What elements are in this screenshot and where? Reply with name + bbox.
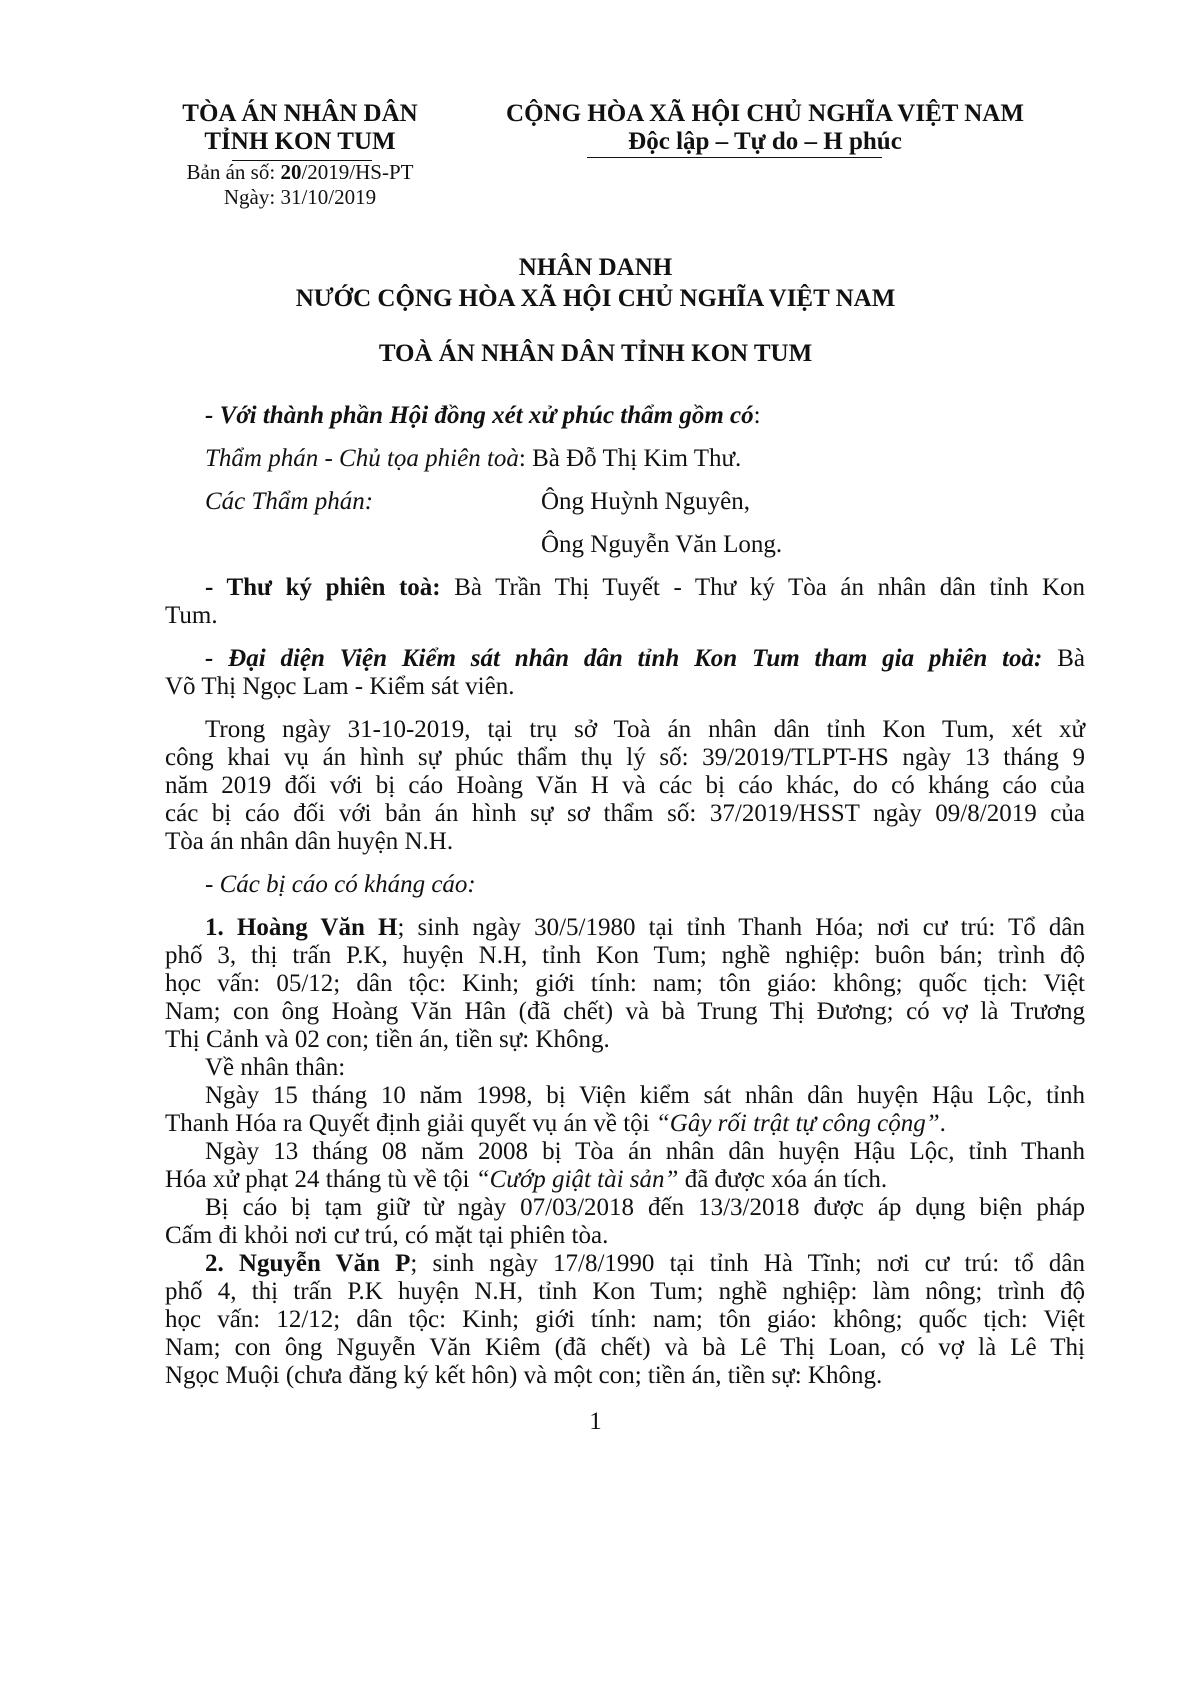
- trial-line-5: Tòa án nhân dân huyện N.H.: [165, 828, 454, 855]
- background-heading: Về nhân thân:: [205, 1054, 346, 1081]
- court-name-line2: TỈNH KON TUM: [204, 128, 396, 155]
- judge-1: Ông Huỳnh Nguyên,: [541, 488, 751, 515]
- trial-line-3: năm 2019 đối với bị cáo Hoàng Văn H và các bị cáo khác, do có kháng cáo của: [165, 772, 1085, 799]
- defendant-2-line-1: 2. Nguyễn Văn P; sinh ngày 17/8/1990 tại tỉnh Hà Tĩnh; nơi cư trú: tổ dân: [205, 1250, 1085, 1277]
- procuracy-line-cont: Võ Thị Ngọc Lam - Kiểm sát viên.: [165, 673, 515, 700]
- panel-heading: - Với thành phần Hội đồng xét xử phúc thẩm gồm có:: [205, 402, 761, 429]
- defendant-1-line-3: học vấn: 05/12; dân tộc: Kinh; giới tính: nam; tôn giáo: không; quốc tịch: Việt: [165, 970, 1085, 997]
- national-motto: Độc lập – Tự do – H phúc: [628, 128, 902, 155]
- appellants-heading: - Các bị cáo có kháng cáo:: [205, 871, 476, 898]
- defendant-1-line-4: Nam; con ông Hoàng Văn Hân (đã chết) và bà Trung Thị Đương; có vợ là Trương: [165, 998, 1085, 1025]
- clerk-line-cont: Tum.: [165, 602, 218, 629]
- judge-2: Ông Nguyễn Văn Long.: [541, 531, 783, 558]
- trial-line-4: các bị cáo đối với bản án hình sự sơ thẩm số: 37/2019/HSST ngày 09/8/2019 của: [165, 800, 1085, 827]
- judges-label: Các Thẩm phán:: [205, 488, 374, 515]
- trial-line-1: Trong ngày 31-10-2019, tại trụ sở Toà án nhân dân tỉnh Kon Tum, xét xử: [205, 716, 1085, 743]
- defendant-1-line-2: phố 3, thị trấn P.K, huyện N.H, tỉnh Kon Tum; nghề nghiệp: buôn bán; trình độ: [165, 942, 1085, 969]
- defendant-1-line-9: Ngày 13 tháng 08 năm 2008 bị Tòa án nhân dân huyện Hậu Lộc, tỉnh Thanh: [205, 1138, 1085, 1165]
- defendant-1-line-7: Ngày 15 tháng 10 năm 1998, bị Viện kiểm sát nhân dân huyện Hậu Lộc, tỉnh: [205, 1082, 1085, 1109]
- procuracy-line: - Đại diện Viện Kiểm sát nhân dân tỉnh Kon Tum tham gia phiên toà: Bà: [205, 645, 1085, 672]
- verdict-date: Ngày: 31/10/2019: [223, 185, 377, 209]
- presiding-judge: Thẩm phán - Chủ tọa phiên toà: Bà Đỗ Thị Kim Thư.: [205, 445, 742, 472]
- defendant-2-line-5: Ngọc Muội (chưa đăng ký kết hôn) và một con; tiền án, tiền sự: Không.: [165, 1362, 883, 1389]
- page-number: 1: [589, 1408, 602, 1435]
- clerk-line: - Thư ký phiên toà: Bà Trần Thị Tuyết - Thư ký Tòa án nhân dân tỉnh Kon: [205, 574, 1085, 601]
- defendant-1-line-1: 1. Hoàng Văn H; sinh ngày 30/5/1980 tại tỉnh Thanh Hóa; nơi cư trú: Tổ dân: [205, 914, 1085, 941]
- court-name-line1: TÒA ÁN NHÂN DÂN: [182, 100, 418, 127]
- motto-underline: [587, 157, 882, 158]
- trial-line-2: công khai vụ án hình sự phúc thẩm thụ lý số: 39/2019/TLPT-HS ngày 13 tháng 9: [165, 744, 1085, 771]
- verdict-number: Bản án số: 20/2019/HS-PT: [186, 160, 414, 184]
- defendant-1-line-5: Thị Cảnh và 02 con; tiền án, tiền sự: Không.: [165, 1026, 610, 1053]
- nation-title: CỘNG HÒA XÃ HỘI CHỦ NGHĨA VIỆT NAM: [506, 100, 1024, 127]
- title-in-the-name: NHÂN DANH: [518, 254, 673, 281]
- title-nation: NƯỚC CỘNG HÒA XÃ HỘI CHỦ NGHĨA VIỆT NAM: [295, 285, 896, 312]
- defendant-2-line-4: Nam; con ông Nguyễn Văn Kiêm (đã chết) và bà Lê Thị Loan, có vợ là Lê Thị: [165, 1334, 1085, 1361]
- defendant-2-line-2: phố 4, thị trấn P.K huyện N.H, tỉnh Kon Tum; nghề nghiệp: làm nông; trình độ: [165, 1278, 1085, 1305]
- defendant-1-line-12: Cấm đi khỏi nơi cư trú, có mặt tại phiên tòa.: [165, 1222, 609, 1249]
- defendant-1-line-8: Thanh Hóa ra Quyết định giải quyết vụ án về tội “Gây rối trật tự công cộng”.: [165, 1110, 946, 1137]
- defendant-2-line-3: học vấn: 12/12; dân tộc: Kinh; giới tính: nam; tôn giáo: không; quốc tịch: Việt: [165, 1306, 1085, 1333]
- title-court: TOÀ ÁN NHÂN DÂN TỈNH KON TUM: [378, 340, 813, 367]
- defendant-1-line-10: Hóa xử phạt 24 tháng tù về tội “Cướp giật tài sản” đã được xóa án tích.: [165, 1166, 888, 1193]
- defendant-1-line-11: Bị cáo bị tạm giữ từ ngày 07/03/2018 đến 13/3/2018 được áp dụng biện pháp: [205, 1194, 1085, 1221]
